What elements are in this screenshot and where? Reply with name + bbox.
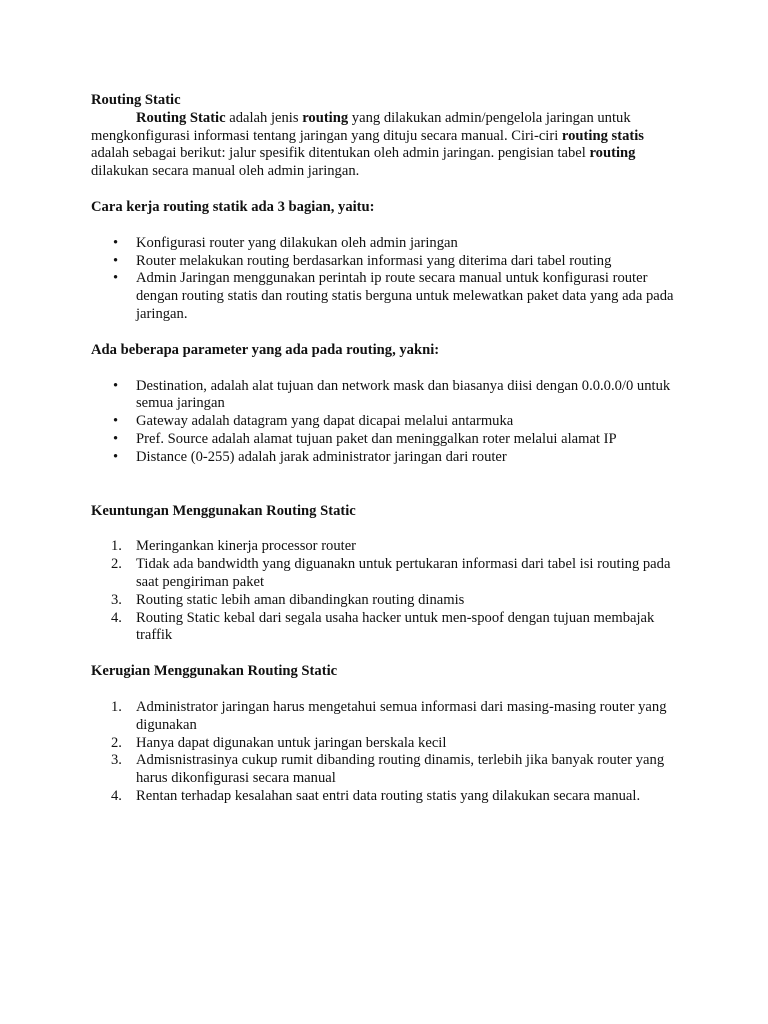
list-item [91,235,681,253]
list-number: 4. [111,787,122,804]
intro-text-3: adalah sebagai berikut: jalur spesifik ditentukan oleh admin jaringan. pengisian tabel [91,145,590,162]
list-item [91,610,681,646]
list-item-text: Konfigurasi router yang dilakukan oleh admin jaringan [136,234,458,251]
bullet-list-cara-kerja [91,235,681,324]
list-number: 1. [111,698,122,715]
intro-paragraph [91,110,681,181]
list-item-text: Hanya dapat digunakan untuk jaringan berskala kecil [136,734,447,751]
bullet-icon: • [113,430,119,447]
document-content [91,92,681,806]
list-number: 2. [111,734,122,751]
list-number: 3. [111,591,122,608]
numbered-list-keuntungan [91,538,681,645]
list-item [91,538,681,556]
list-item [91,699,681,735]
list-item [91,253,681,271]
bullet-icon: • [113,448,119,465]
bullet-icon: • [113,270,119,287]
intro-term-routing: routing [302,109,349,126]
bullet-icon: • [113,252,119,269]
list-item-text: Routing static lebih aman dibandingkan routing dinamis [136,591,465,608]
spacer [91,520,681,538]
list-item-text: Admin Jaringan menggunakan perintah ip route secara manual untuk konfigurasi router dengan routing statis dan routing statis berguna untuk melewatkan paket data yang ada pada jaringan. [136,270,674,322]
list-item-text: Rentan terhadap kesalahan saat entri data routing statis yang dilakukan secara manual. [136,787,641,804]
list-item [91,270,681,323]
bullet-list-parameter [91,378,681,467]
list-item [91,735,681,753]
spacer [91,645,681,663]
spacer [91,467,681,503]
spacer [91,217,681,235]
list-item [91,431,681,449]
bullet-icon: • [113,234,119,251]
list-item-text: Meringankan kinerja processor router [136,538,357,555]
intro-term-routing-statis: routing statis [561,127,644,144]
list-item-text: Admisnistrasinya cukup rumit dibanding routing dinamis, terlebih jika banyak router yang harus dikonfigurasi secara manual [136,752,665,787]
list-item [91,592,681,610]
document-title: Routing Static [91,92,181,108]
list-item-text: Tidak ada bandwidth yang diguanakn untuk pertukaran informasi dari tabel isi routing pada saat pengiriman paket [136,556,671,590]
section-heading-cara-kerja: Cara kerja routing statik ada 3 bagian, yaitu: [91,198,375,215]
spacer [91,181,681,199]
intro-term-routing-2: routing [589,145,636,162]
list-item-text: Destination, adalah alat tujuan dan network mask dan biasanya diisi dengan 0.0.0.0/0 untuk semua jaringan [136,377,671,412]
intro-text-4: dilakukan secara manual oleh admin jaringan. [91,163,360,180]
section-heading-keuntungan: Keuntungan Menggunakan Routing Static [91,502,356,519]
list-item-text: Pref. Source adalah alamat tujuan paket dan meninggalkan roter melalui alamat IP [136,430,617,447]
list-item [91,413,681,431]
list-number: 2. [111,556,122,573]
list-item [91,752,681,788]
spacer [91,324,681,342]
list-item [91,556,681,592]
list-item-text: Administrator jaringan harus mengetahui semua informasi dari masing-masing router yang digunakan [136,698,667,733]
list-item-text: Gateway adalah datagram yang dapat dicapai melalui antarmuka [136,413,514,430]
section-heading-parameter: Ada beberapa parameter yang ada pada routing, yakni: [91,341,440,358]
intro-text-1: adalah jenis [225,109,303,126]
intro-text-2: yang dilakukan admin/pengelola jaringan untuk mengkonfigurasi informasi tentang jaringan yang dituju secara manual. Ciri-ciri [91,109,631,144]
list-item [91,378,681,414]
bullet-icon: • [113,413,119,430]
intro-term-routing-static: Routing Static [136,109,226,126]
list-item-text: Router melakukan routing berdasarkan informasi yang diterima dari tabel routing [136,252,612,269]
list-item-text: Routing Static kebal dari segala usaha hacker untuk men-spoof dengan tujuan membajak traffik [136,609,655,644]
list-item [91,449,681,467]
list-item-text: Distance (0-255) adalah jarak administrator jaringan dari router [136,448,507,465]
bullet-icon: • [113,377,119,394]
spacer [91,360,681,378]
list-number: 1. [111,538,122,555]
numbered-list-kerugian [91,699,681,806]
section-heading-kerugian: Kerugian Menggunakan Routing Static [91,663,338,680]
spacer [91,681,681,699]
list-number: 4. [111,609,122,626]
list-item [91,788,681,806]
list-number: 3. [111,752,122,769]
